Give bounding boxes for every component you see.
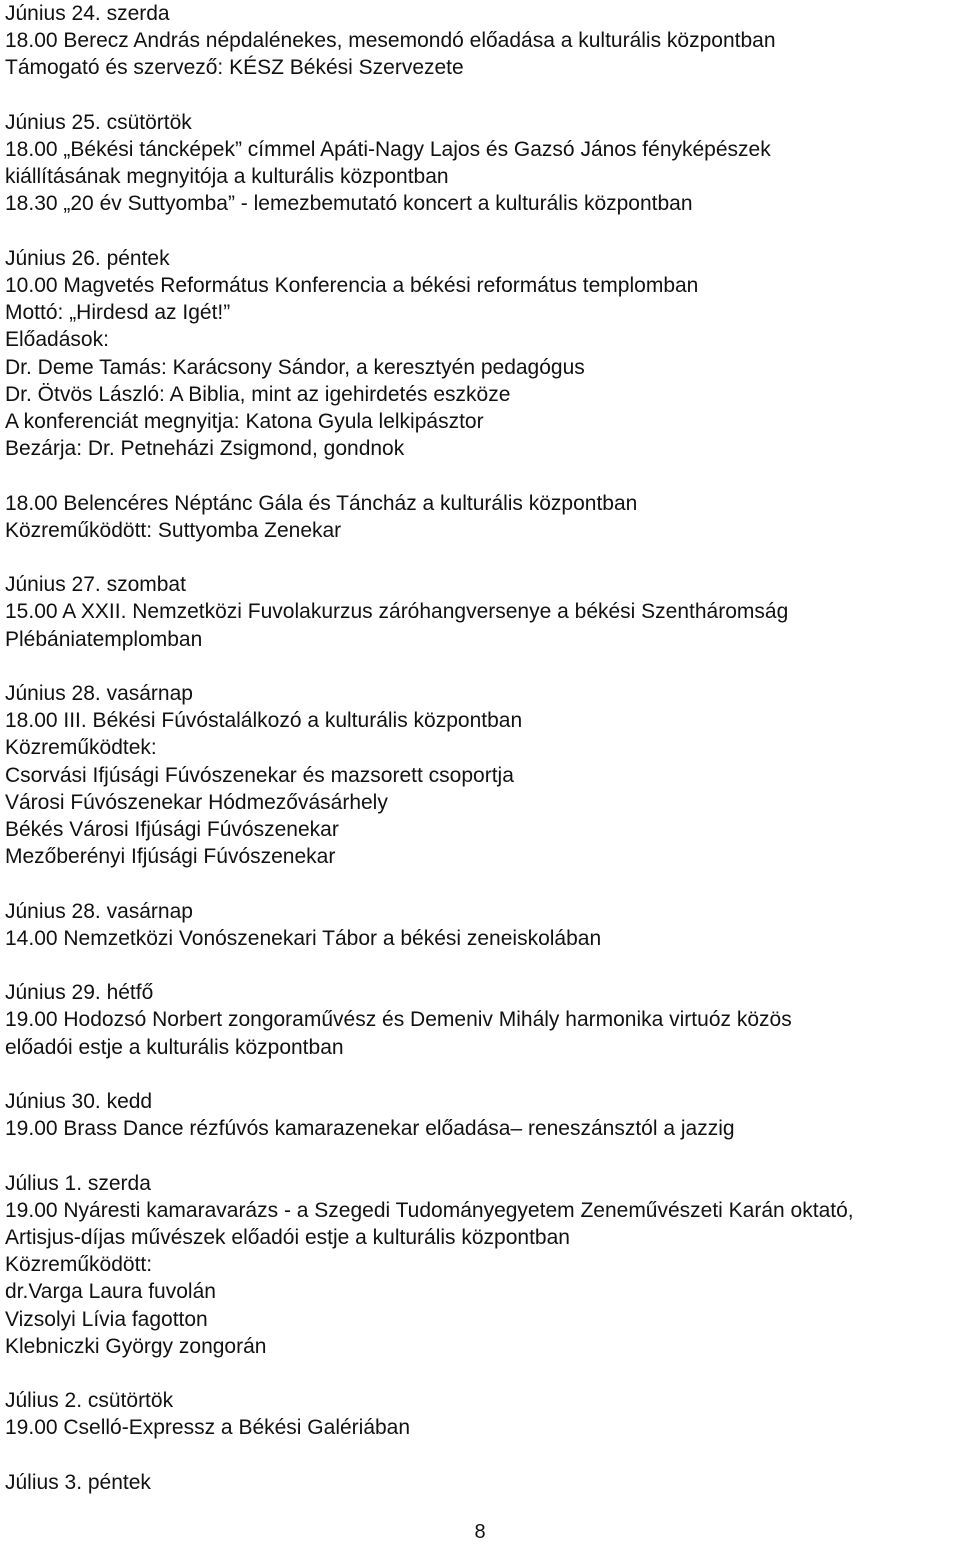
event-day-june-25: [5, 109, 955, 218]
day-heading: Június 26. péntek: [5, 246, 170, 270]
event-line: 19.00 Cselló-Expressz a Békési Galériában: [5, 1416, 411, 1440]
event-line: Klebniczki György zongorán: [5, 1334, 267, 1358]
section-spacer: [5, 870, 955, 897]
section-spacer: [5, 952, 955, 979]
day-heading: Július 1. szerda: [5, 1171, 151, 1195]
section-spacer: [5, 218, 955, 245]
event-day-june-28: [5, 680, 955, 870]
day-heading: Június 30. kedd: [5, 1090, 153, 1113]
event-line: 19.00 Brass Dance rézfúvós kamarazenekar előadása– reneszánsztól a jazzig: [5, 1117, 735, 1141]
event-line: Bezárja: Dr. Petneházi Zsigmond, gondnok: [5, 437, 405, 461]
day-heading: Június 24. szerda: [5, 2, 170, 25]
event-day-june-27: [5, 571, 955, 653]
event-line: dr.Varga Laura fuvolán: [5, 1280, 216, 1304]
event-line: 18.00 III. Békési Fúvóstalálkozó a kulturális központban: [5, 709, 523, 733]
event-line: Közreműködtek:: [5, 736, 157, 760]
event-line: 19.00 Hodozsó Norbert zongoraművész és Demeniv Mihály harmonika virtuóz közös: [5, 1008, 792, 1032]
day-heading: Július 3. péntek: [5, 1470, 151, 1494]
event-line: Előadások:: [5, 328, 109, 352]
event-line: Dr. Deme Tamás: Karácsony Sándor, a keresztyén pedagógus: [5, 355, 585, 379]
event-line: 15.00 A XXII. Nemzetközi Fuvolakurzus záróhangversenye a békési Szentháromság: [5, 600, 789, 624]
day-heading: Június 28. vasárnap: [5, 899, 193, 923]
event-day-june-28-second: [5, 898, 955, 952]
event-line: 18.00 Berecz András népdalénekes, mesemondó előadása a kulturális központban: [5, 29, 776, 53]
event-day-june-26: [5, 245, 955, 463]
day-heading: Június 25. csütörtök: [5, 110, 192, 134]
section-spacer: [5, 653, 955, 680]
event-line: Közreműködött: Suttyomba Zenekar: [5, 518, 342, 542]
event-day-june-30: [5, 1088, 955, 1142]
event-line: 14.00 Nemzetközi Vonószenekari Tábor a békési zeneiskolában: [5, 926, 602, 950]
event-line: 18.30 „20 év Suttyomba” - lemezbemutató koncert a kulturális központban: [5, 192, 693, 216]
event-line: Közreműködött:: [5, 1253, 153, 1277]
event-line: kiállításának megnyitója a kulturális központban: [5, 165, 449, 189]
event-day-july-1: [5, 1170, 955, 1360]
event-line: Békés Városi Ifjúsági Fúvószenekar: [5, 818, 339, 842]
section-spacer: [5, 1360, 955, 1387]
event-june-26-evening: [5, 490, 955, 544]
event-line: Dr. Ötvös László: A Biblia, mint az igehirdetés eszköze: [5, 382, 511, 406]
event-line: Mottó: „Hirdesd az Igét!”: [5, 301, 231, 325]
page-number: 8: [474, 1521, 486, 1543]
event-line: 18.00 Belencéres Néptánc Gála és Táncház a kulturális központban: [5, 491, 638, 515]
section-spacer: [5, 544, 955, 571]
event-line: 19.00 Nyáresti kamaravarázs - a Szegedi Tudományegyetem Zeneművészeti Karán oktató,: [5, 1198, 854, 1222]
event-line: 10.00 Magvetés Református Konferencia a békési református templomban: [5, 274, 699, 297]
event-day-july-3: [5, 1469, 955, 1496]
event-line: Vizsolyi Lívia fagotton: [5, 1307, 208, 1331]
event-line: Városi Fúvószenekar Hódmezővásárhely: [5, 790, 388, 814]
event-line: előadói estje a kulturális központban: [5, 1035, 344, 1059]
event-day-june-29: [5, 979, 955, 1061]
section-spacer: [5, 1142, 955, 1169]
section-spacer: [5, 1061, 955, 1088]
event-line: Támogató és szervező: KÉSZ Békési Szervezete: [5, 56, 464, 80]
section-spacer: [5, 1442, 955, 1469]
event-line: Plébániatemplomban: [5, 627, 203, 651]
day-heading: Június 28. vasárnap: [5, 682, 193, 705]
event-line: Artisjus-díjas művészek előadói estje a kulturális központban: [5, 1226, 570, 1249]
day-heading: Július 2. csütörtök: [5, 1389, 174, 1413]
event-day-june-24: [5, 0, 955, 82]
section-spacer: [5, 462, 955, 489]
document-page: [5, 0, 955, 1496]
event-line: Csorvási Ifjúsági Fúvószenekar és mazsorett csoportja: [5, 763, 514, 787]
event-line: 18.00 „Békési táncképek” címmel Apáti-Nagy Lajos és Gazsó János fényképészek: [5, 138, 771, 161]
day-heading: Június 27. szombat: [5, 573, 186, 597]
event-line: Mezőberényi Ifjúsági Fúvószenekar: [5, 845, 336, 869]
day-heading: Június 29. hétfő: [5, 981, 154, 1005]
event-line: A konferenciát megnyitja: Katona Gyula lelkipásztor: [5, 410, 484, 434]
section-spacer: [5, 82, 955, 109]
event-day-july-2: [5, 1387, 955, 1441]
